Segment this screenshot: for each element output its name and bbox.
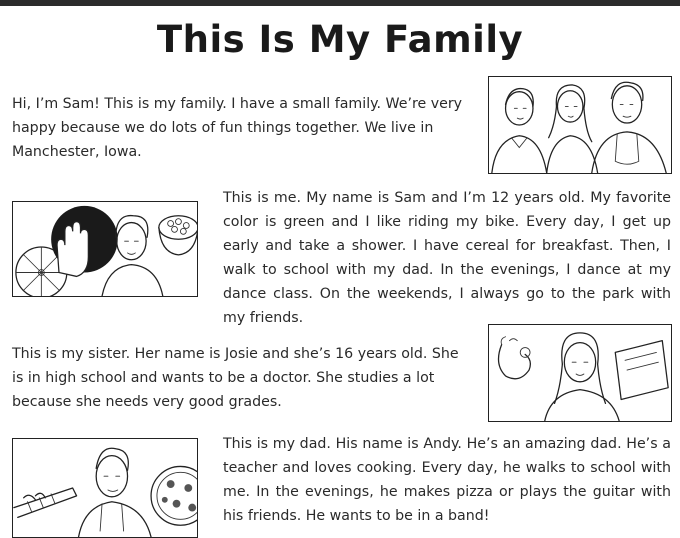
josie-illustration (488, 324, 672, 422)
top-border-bar (0, 0, 680, 6)
sam-paragraph: This is me. My name is Sam and I’m 12 years old. My favorite color is green and I like riding my bike. Every day, I get up early and take a shower. I have cereal for breakfast. Then, I walk to school with my dad. In the evenings, I dance at my dance class. On the weekends, I always go to the park with my friends. (223, 190, 671, 326)
andy-paragraph: This is my dad. His name is Andy. He’s an amazing dad. He’s a teacher and loves cooking. Every day, he walks to school with me. In the evenings, he makes pizza or plays the guitar with his friends. He wants to be in a band! (223, 436, 671, 524)
page-title: This Is My Family (156, 18, 524, 61)
sam-illustration (12, 201, 198, 297)
intro-paragraph: Hi, I’m Sam! This is my family. I have a small family. We’re very happy because we do lots of fun things together. We live in Manchester, Iowa. (12, 96, 463, 160)
andy-illustration (12, 438, 198, 538)
josie-paragraph: This is my sister. Her name is Josie and she’s 16 years old. She is in high school and wants to be a doctor. She studies a lot because she needs very good grades. (12, 346, 459, 410)
family-illustration (488, 76, 672, 174)
